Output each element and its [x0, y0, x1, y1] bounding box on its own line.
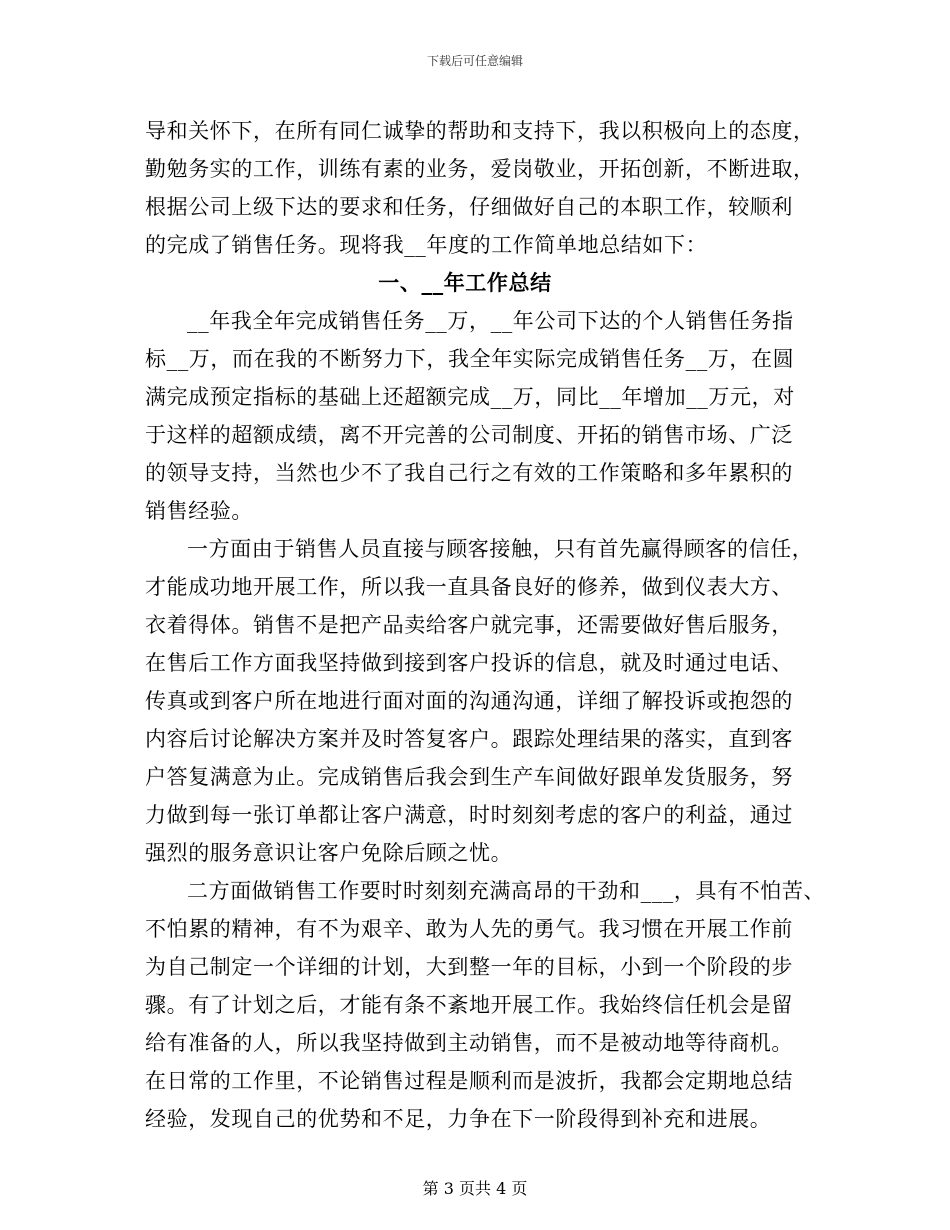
text-line: 根据公司上级下达的要求和任务，仔细做好自己的本职工作，较顺利 — [145, 195, 793, 219]
text-line: 标__万，而在我的不断努力下，我全年实际完成销售任务__万，在圆 — [145, 347, 795, 371]
text-line: 才能成功地开展工作，所以我一直具备良好的修养，做到仪表大方、 — [145, 575, 793, 599]
page-header: 下载后可任意编辑 — [426, 54, 523, 68]
text-line: 内容后讨论解决方案并及时答复客户。跟踪处理结果的落实，直到客 — [145, 727, 793, 751]
text-line: 在售后工作方面我坚持做到接到客户投诉的信息，就及时通过电话、 — [145, 651, 793, 675]
text-line: 骤。有了计划之后，才能有条不紊地开展工作。我始终信任机会是留 — [145, 993, 793, 1017]
text-line: 一方面由于销售人员直接与顾客接触，只有首先赢得顾客的信任， — [187, 537, 814, 561]
document-body — [145, 112, 825, 1138]
section-heading: 一、__年工作总结 — [378, 270, 552, 295]
text-line: 于这样的超额成绩，离不开完善的公司制度、开拓的销售市场、广泛 — [145, 423, 793, 447]
text-line: 给有准备的人，所以我坚持做到主动销售，而不是被动地等待商机。 — [145, 1031, 793, 1055]
text-line: 满完成预定指标的基础上还超额完成__万，同比__年增加__万元，对 — [145, 385, 795, 409]
text-line: 经验，发现自己的优势和不足，力争在下一阶段得到补充和进展。 — [145, 1107, 772, 1131]
text-line: 传真或到客户所在地进行面对面的沟通沟通，详细了解投诉或抱怨的 — [145, 689, 793, 713]
text-line: 在日常的工作里，不论销售过程是顺利而是波折，我都会定期地总结 — [145, 1069, 793, 1093]
page-footer: 第 3 页共 4 页 — [422, 1179, 528, 1198]
text-line: 勤勉务实的工作，训练有素的业务，爱岗敬业，开拓创新，不断进取， — [145, 157, 815, 181]
text-line: 的领导支持，当然也少不了我自己行之有效的工作策略和多年累积的 — [145, 461, 793, 485]
text-line: 二方面做销售工作要时时刻刻充满高昂的干劲和___，具有不怕苦、 — [187, 879, 826, 903]
text-line: 衣着得体。销售不是把产品卖给客户就完事，还需要做好售后服务， — [145, 613, 793, 637]
text-line: 户答复满意为止。完成销售后我会到生产车间做好跟单发货服务，努 — [145, 765, 793, 789]
text-line: 导和关怀下，在所有同仁诚挚的帮助和支持下，我以积极向上的态度， — [145, 119, 815, 143]
text-line: 力做到每一张订单都让客户满意，时时刻刻考虑的客户的利益，通过 — [145, 803, 793, 827]
text-line: 为自己制定一个详细的计划，大到整一年的目标，小到一个阶段的步 — [145, 955, 793, 979]
text-line: __年我全年完成销售任务__万，__年公司下达的个人销售任务指 — [187, 309, 794, 333]
text-line: 强烈的服务意识让客户免除后顾之忧。 — [145, 841, 513, 865]
text-line: 的完成了销售任务。现将我__年度的工作简单地总结如下： — [145, 233, 708, 257]
text-line: 不怕累的精神，有不为艰辛、敢为人先的勇气。我习惯在开展工作前 — [145, 917, 793, 941]
text-line: 销售经验。 — [145, 499, 253, 523]
